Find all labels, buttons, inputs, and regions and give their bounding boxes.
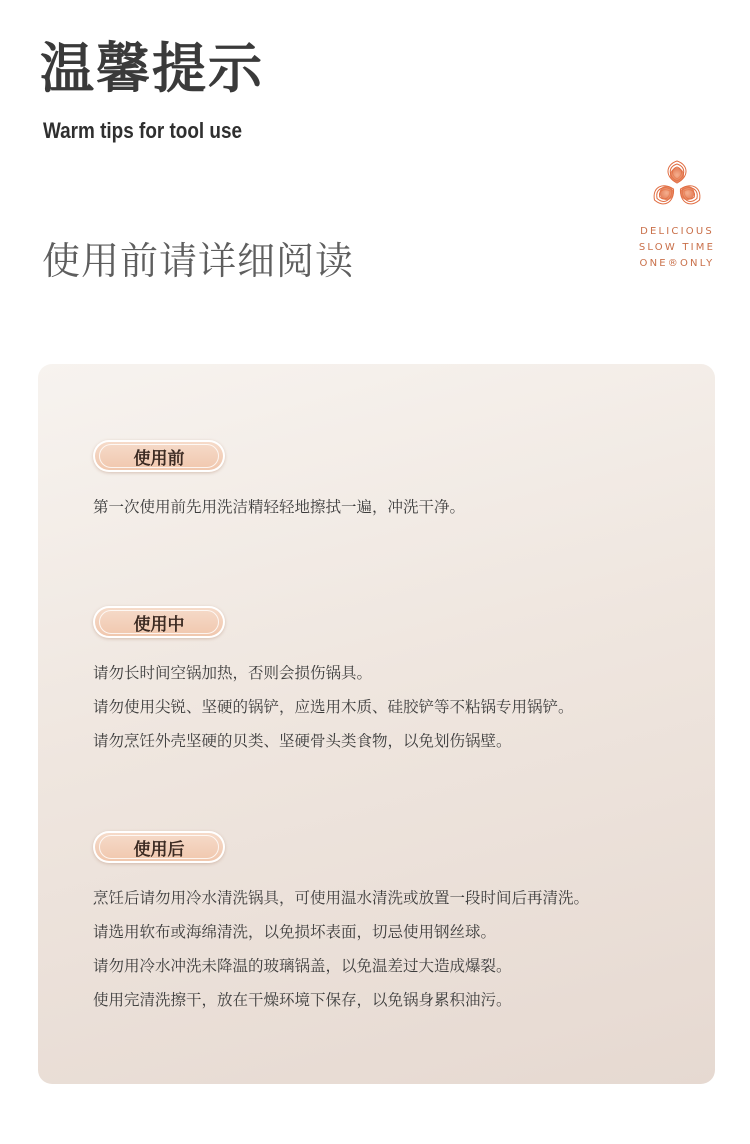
shell-flower-logo-icon: [646, 156, 708, 218]
section-label-badge: 使用后: [93, 831, 225, 863]
tip-line: 请勿长时间空锅加热，否则会损伤锅具。: [93, 664, 373, 682]
read-before-use-heading: 使用前请详细阅读: [42, 239, 355, 283]
tip-line: 请勿用冷水冲洗未降温的玻璃锅盖，以免温差过大造成爆裂。: [93, 957, 512, 975]
section-before-use: [93, 440, 465, 524]
tip-line: 使用完清洗擦干，放在干燥环境下保存，以免锅身累积油污。: [93, 991, 512, 1009]
tips-card: [38, 364, 715, 1084]
tip-line: 烹饪后请勿用冷水清洗锅具，可使用温水清洗或放置一段时间后再清洗。: [93, 889, 590, 907]
brand-logo: [632, 156, 722, 272]
tip-line: 第一次使用前先用洗洁精轻轻地擦拭一遍，冲洗干净。: [93, 498, 466, 516]
section-during-use: [93, 606, 574, 758]
logo-text-line: SLOW TIME: [638, 242, 716, 253]
section-label-badge: 使用前: [93, 440, 225, 472]
page-subtitle: Warm tips for tool use: [43, 118, 243, 143]
logo-text-line: ONE®ONLY: [639, 258, 715, 269]
page-title: 温馨提示: [40, 37, 264, 100]
tip-line: 请勿烹饪外壳坚硬的贝类、坚硬骨头类食物，以免划伤锅壁。: [93, 732, 512, 750]
logo-text-line: DELICIOUS: [640, 226, 714, 237]
section-after-use: [93, 831, 589, 1017]
tip-line: 请选用软布或海绵清洗，以免损坏表面，切忌使用钢丝球。: [93, 923, 497, 941]
section-label-badge: 使用中: [93, 606, 225, 638]
tip-line: 请勿使用尖锐、坚硬的锅铲，应选用木质、硅胶铲等不粘锅专用锅铲。: [93, 698, 574, 716]
